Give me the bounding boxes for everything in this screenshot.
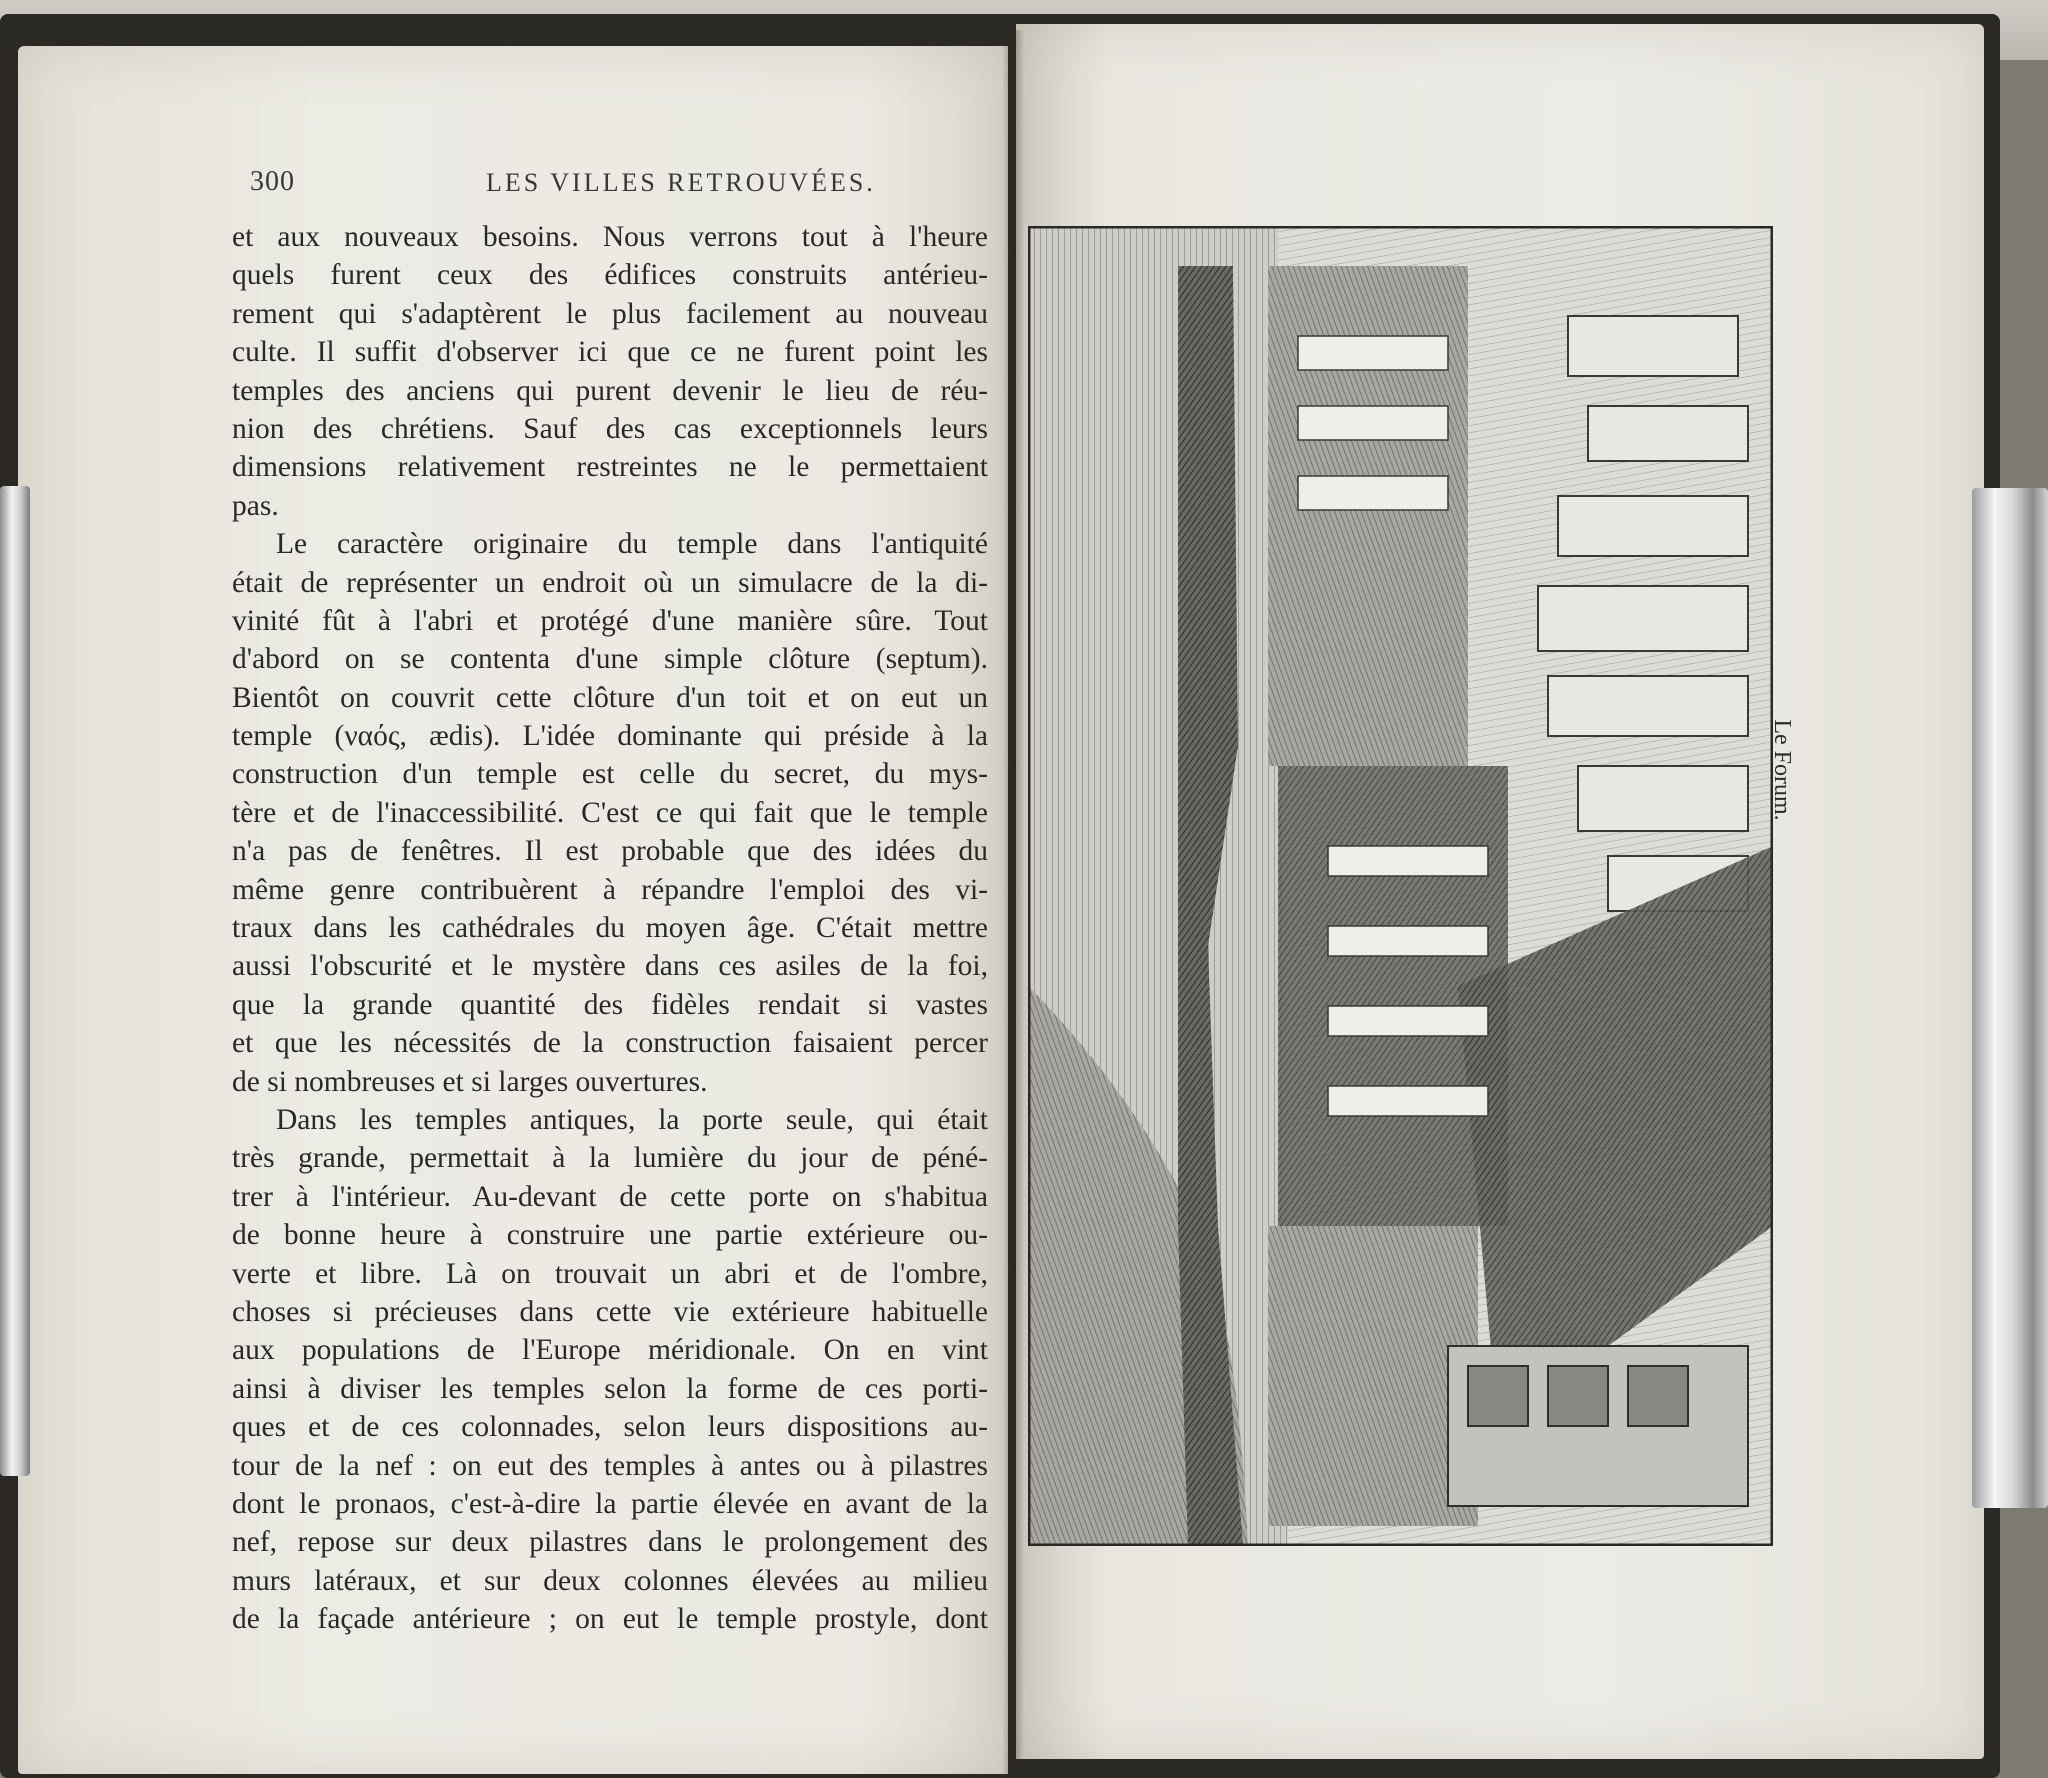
figure-caption: Le Forum. (1769, 719, 1795, 821)
text-line: culte. Il suffit d'observer ici que ce ne furent point les (232, 336, 988, 369)
text-line: de la façade antérieure ; on eut le temple prostyle, dont (232, 1603, 988, 1636)
text-line: Bientôt on couvrit cette clôture d'un toit et on eut un (232, 681, 988, 714)
running-title: LES VILLES RETROUVÉES. (486, 168, 876, 197)
text-line: choses si précieuses dans cette vie extérieure habituelle (232, 1295, 988, 1328)
text-line: murs latéraux, et sur deux colonnes élevées au milieu (232, 1564, 988, 1597)
page-number: 300 (250, 166, 295, 197)
text-line: Le caractère originaire du temple dans l'antiquité (276, 528, 988, 561)
text-line: nion des chrétiens. Sauf des cas exceptionnels leurs (232, 412, 988, 445)
text-line: rement qui s'adaptèrent le plus facilement au nouveau (232, 297, 988, 330)
text-line: très grande, permettait à la lumière du jour de péné- (232, 1142, 988, 1175)
text-line: de bonne heure à construire une partie extérieure ou- (232, 1219, 988, 1252)
text-line: n'a pas de fenêtres. Il est probable que des idées du (232, 835, 988, 868)
text-line: verte et libre. Là on trouvait un abri et de l'ombre, (232, 1257, 988, 1290)
text-line: construction d'un temple est celle du secret, du mys- (232, 758, 988, 791)
text-line: aussi l'obscurité et le mystère dans ces asiles de la foi, (232, 950, 988, 983)
page-clip-left (0, 486, 30, 1476)
text-line: ques et de ces colonnades, selon leurs dispositions au- (232, 1411, 988, 1444)
text-line: de si nombreuses et si larges ouvertures. (232, 1065, 708, 1098)
text-line: temple (ναός, ædis). L'idée dominante qui préside à la (232, 720, 988, 753)
text-line: tère et de l'inaccessibilité. C'est ce qui fait que le temple (232, 796, 988, 829)
text-line: quels furent ceux des édifices construits antérieu- (232, 259, 988, 292)
caption-box (1768, 560, 1808, 980)
text-line: pas. (232, 489, 279, 522)
text-line: même genre contribuèrent à répandre l'emploi des vi- (232, 873, 988, 906)
text-line: que la grande quantité des fidèles rendait si vastes (232, 988, 988, 1021)
text-line: trer à l'intérieur. Au-devant de cette porte on s'habitua (232, 1180, 988, 1213)
page-clip-right (1972, 488, 2048, 1508)
book-gutter (1002, 30, 1024, 1775)
text-line: et que les nécessités de la construction faisaient percer (232, 1027, 988, 1060)
text-line: vinité fût à l'abri et protégé d'une manière sûre. Tout (232, 604, 988, 637)
text-line: traux dans les cathédrales du moyen âge. C'était mettre (232, 912, 988, 945)
text-line: temples des anciens qui purent devenir le lieu de réu- (232, 374, 988, 407)
text-line: était de représenter un endroit où un simulacre de la di- (232, 566, 988, 599)
text-line: et aux nouveaux besoins. Nous verrons tout à l'heure (232, 221, 988, 253)
text-line: ainsi à diviser les temples selon la forme de ces porti- (232, 1372, 988, 1405)
text-line: aux populations de l'Europe méridionale. On en vint (232, 1334, 988, 1367)
text-line: tour de la nef : on eut des temples à antes ou à pilastres (232, 1449, 988, 1482)
forum-engraving (1028, 226, 1773, 1546)
text-line: d'abord on se contenta d'une simple clôture (septum). (232, 643, 988, 676)
text-line: dimensions relativement restreintes ne le permettaient (232, 451, 988, 484)
running-head (250, 166, 1010, 206)
text-line: dont le pronaos, c'est-à-dire la partie élevée en avant de la (232, 1487, 988, 1520)
body-text (232, 218, 988, 1638)
text-line: nef, repose sur deux pilastres dans le prolongement des (232, 1526, 988, 1559)
text-line: Dans les temples antiques, la porte seule, qui était (276, 1103, 988, 1136)
